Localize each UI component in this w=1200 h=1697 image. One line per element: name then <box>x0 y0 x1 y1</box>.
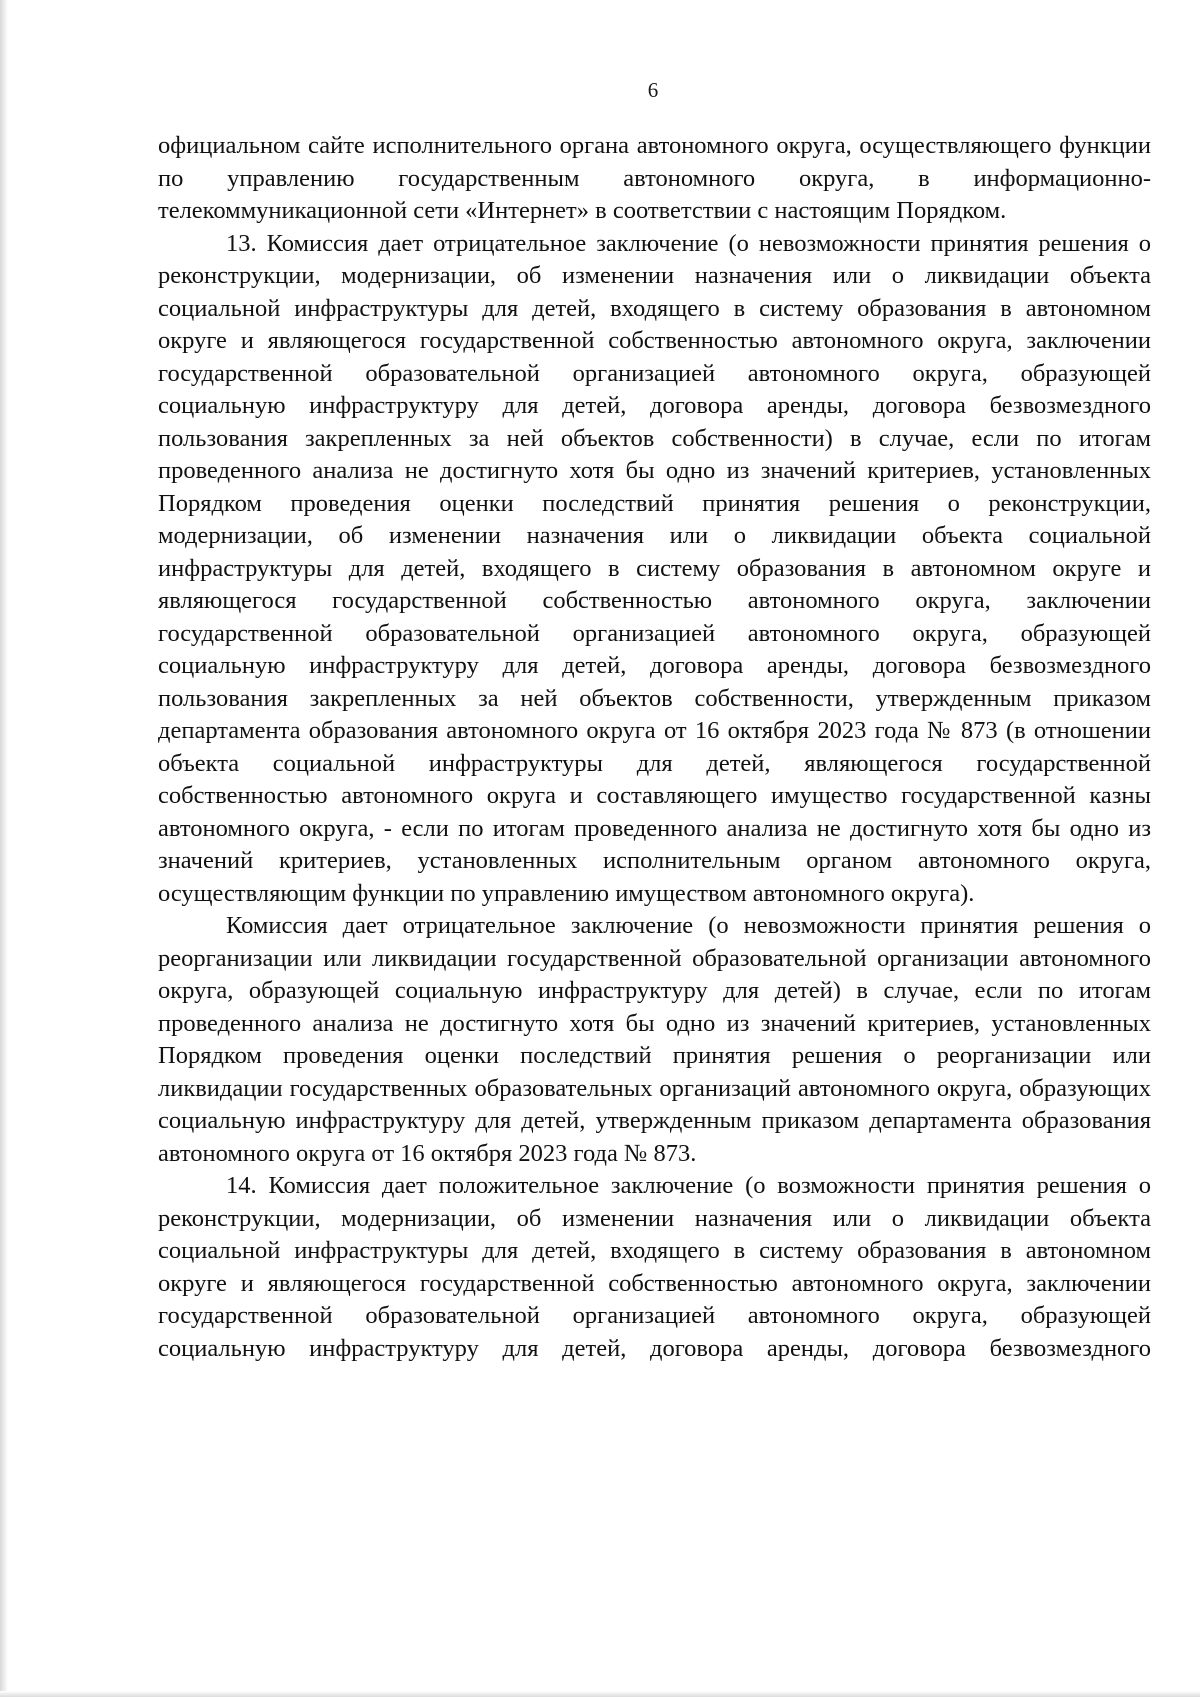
page-number: 6 <box>647 78 659 102</box>
scan-edge-bottom <box>0 1691 1200 1697</box>
paragraph-continuation: официальном сайте исполнительного органа автономного округа, осуществляющего функции по управлению государственным автономного округа, в информационно-телекоммуникационной сети «Интернет» в соответствии с настоящим Порядком. <box>158 132 1151 224</box>
paragraph-item-13-second: Комиссия дает отрицательное заключение (о невозможности принятия решения о реорганизации или ликвидации государственной образовательной организации автономного округа, образующей социальную инфраструктуру для детей) в случае, если по итогам проведенного анализа не достигнуто хотя бы одно из значений критериев, установленных Порядком проведения оценки последствий принятия решения о реорганизации или ликвидации государственных образовательных организаций автономного округа, образующих социальную инфраструктуру для детей, утвержденным приказом департамента образования автономного округа от 16 октября 2023 года № 873. <box>158 912 1151 1167</box>
paragraph-item-14: 14. Комиссия дает положительное заключение (о возможности принятия решения о реконструкции, модернизации, об изменении назначения или о ликвидации объекта социальной инфраструктуры для детей, входящего в систему образования в автономном округе и являющегося государственной собственностью автономного округа, заключении государственной образовательной организацией автономного округа, образующей социальную инфраструктуру для детей, договора аренды, договора безвозмездного <box>158 1172 1151 1362</box>
scan-edge-left <box>0 0 8 1697</box>
document-body <box>158 130 1151 1365</box>
paragraph-item-13: 13. Комиссия дает отрицательное заключение (о невозможности принятия решения о реконструкции, модернизации, об изменении назначения или о ликвидации объекта социальной инфраструктуры для детей, входящего в систему образования в автономном округе и являющегося государственной собственностью автономного округа, заключении государственной образовательной организацией автономного округа, образующей социальную инфраструктуру для детей, договора аренды, договора безвозмездного пользования закрепленных за ней объектов собственности) в случае, если по итогам проведенного анализа не достигнуто хотя бы одно из значений критериев, установленных Порядком проведения оценки последствий принятия решения о реконструкции, модернизации, об изменении назначения или о ликвидации объекта социальной инфраструктуры для детей, входящего в систему образования в автономном округе и являющегося государственной собственностью автономного округа, заключении государственной образовательной организацией автономного округа, образующей социальную инфраструктуру для детей, договора аренды, договора безвозмездного пользования закрепленных за ней объектов собственности, утвержденным приказом департамента образования автономного округа от 16 октября 2023 года № 873 (в отношении объекта социальной инфраструктуры для детей, являющегося государственной собственностью автономного округа и составляющего имущество государственной казны автономного округа, - если по итогам проведенного анализа не достигнуто хотя бы одно из значений критериев, установленных исполнительным органом автономного округа, осуществляющим функции по управлению имуществом автономного округа). <box>158 229 1151 907</box>
